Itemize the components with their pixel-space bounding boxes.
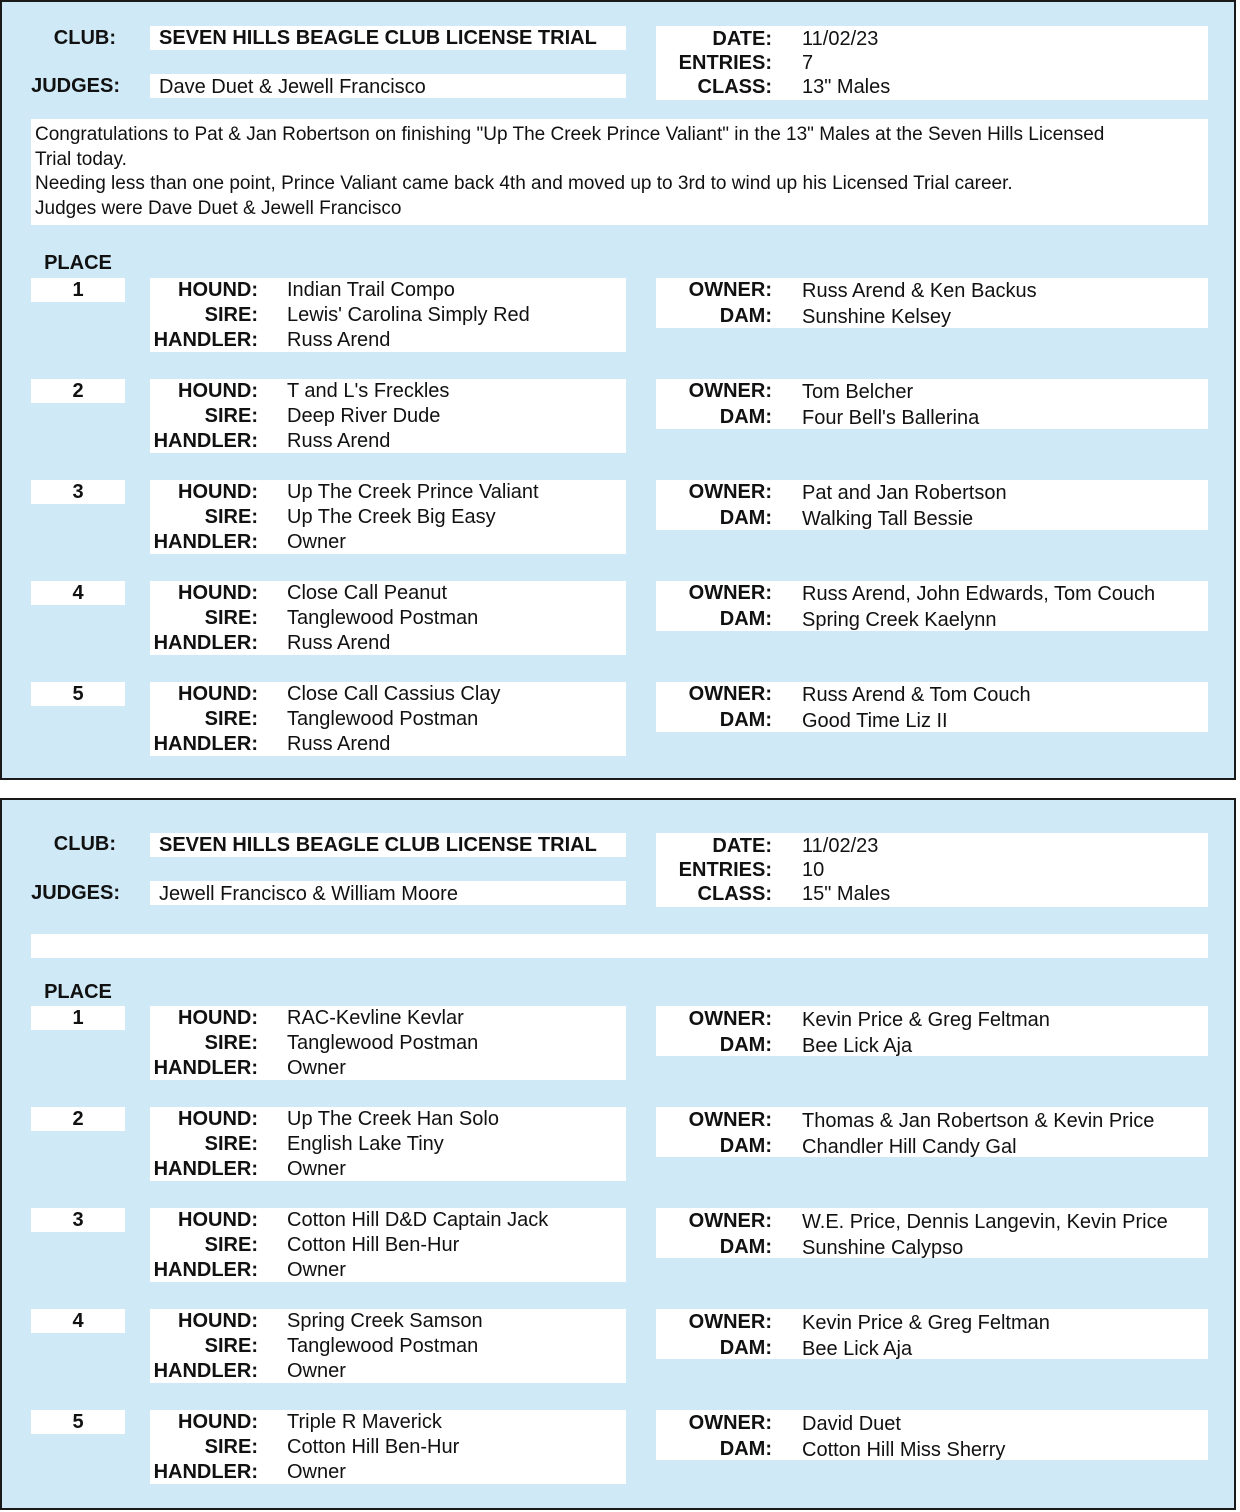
dam-name: Cotton Hill Miss Sherry [802,1439,1006,1461]
handler-name: Owner [287,1158,346,1180]
class-label: CLASS: [697,76,772,98]
hound-label: HOUND: [178,1310,258,1332]
hound-name: Up The Creek Prince Valiant [287,481,539,503]
sire-name: Tanglewood Postman [287,1335,479,1357]
dam-label: DAM: [719,406,772,428]
owner-name: Kevin Price & Greg Feltman [802,1312,1050,1334]
club-name: SEVEN HILLS BEAGLE CLUB LICENSE TRIAL [159,27,597,49]
hound-label: HOUND: [178,481,258,503]
owner-label: OWNER: [688,1210,772,1232]
hound-name: Spring Creek Samson [287,1310,483,1332]
sire-name: Cotton Hill Ben-Hur [287,1234,460,1256]
place-number: 2 [72,380,84,402]
judges-label: JUDGES: [31,882,120,904]
hound-label: HOUND: [178,279,258,301]
place-header: PLACE [44,252,112,274]
hound-label: HOUND: [178,1007,258,1029]
entries-value: 10 [802,859,825,881]
sire-label: SIRE: [204,607,258,629]
owner-label: OWNER: [688,1311,772,1333]
owner-name: Kevin Price & Greg Feltman [802,1009,1050,1031]
trial-results-panel-2 [0,798,1236,1510]
handler-name: Russ Arend [287,430,391,452]
club-name: SEVEN HILLS BEAGLE CLUB LICENSE TRIAL [159,834,597,856]
notes-line-4: Judges were Dave Duet & Jewell Francisco [35,197,402,219]
notes-box [31,934,1208,958]
owner-label: OWNER: [688,1412,772,1434]
place-number: 5 [72,1411,84,1433]
dam-name: Walking Tall Bessie [802,508,974,530]
dam-label: DAM: [719,1438,772,1460]
dam-label: DAM: [719,709,772,731]
place-number: 5 [72,683,84,705]
entries-value: 7 [802,52,814,74]
hound-name: Triple R Maverick [287,1411,442,1433]
hound-name: Close Call Cassius Clay [287,683,501,705]
handler-label: HANDLER: [153,1158,258,1180]
sire-label: SIRE: [204,1234,258,1256]
hound-label: HOUND: [178,1411,258,1433]
sire-name: Cotton Hill Ben-Hur [287,1436,460,1458]
owner-name: Russ Arend & Tom Couch [802,684,1031,706]
dam-name: Spring Creek Kaelynn [802,609,997,631]
dam-label: DAM: [719,507,772,529]
handler-name: Owner [287,1461,346,1483]
owner-name: Russ Arend & Ken Backus [802,280,1037,302]
date-label: DATE: [712,28,772,50]
handler-label: HANDLER: [153,430,258,452]
sire-label: SIRE: [204,1133,258,1155]
hound-name: Indian Trail Compo [287,279,455,301]
owner-name: Russ Arend, John Edwards, Tom Couch [802,583,1156,605]
sire-name: Up The Creek Big Easy [287,506,496,528]
place-number: 1 [72,1007,84,1029]
class-value: 13" Males [802,76,891,98]
dam-label: DAM: [719,305,772,327]
hound-name: RAC-Kevline Kevlar [287,1007,464,1029]
dam-label: DAM: [719,1135,772,1157]
date-value: 11/02/23 [802,28,879,50]
dam-label: DAM: [719,1337,772,1359]
owner-label: OWNER: [688,279,772,301]
handler-name: Owner [287,1360,346,1382]
hound-label: HOUND: [178,683,258,705]
judges-value: Dave Duet & Jewell Francisco [159,76,426,98]
sire-label: SIRE: [204,1335,258,1357]
owner-name: Tom Belcher [802,381,914,403]
entries-label: ENTRIES: [678,52,772,74]
date-label: DATE: [712,835,772,857]
place-number: 4 [72,582,84,604]
hound-label: HOUND: [178,1108,258,1130]
sire-name: Tanglewood Postman [287,607,479,629]
sire-label: SIRE: [204,708,258,730]
sire-label: SIRE: [204,304,258,326]
handler-label: HANDLER: [153,733,258,755]
dam-label: DAM: [719,1236,772,1258]
handler-name: Owner [287,531,346,553]
place-number: 3 [72,481,84,503]
handler-name: Owner [287,1259,346,1281]
club-label: CLUB: [53,27,116,49]
dam-name: Bee Lick Aja [802,1338,913,1360]
hound-name: Up The Creek Han Solo [287,1108,499,1130]
owner-label: OWNER: [688,1109,772,1131]
hound-label: HOUND: [178,1209,258,1231]
hound-name: Cotton Hill D&D Captain Jack [287,1209,549,1231]
sire-label: SIRE: [204,1032,258,1054]
notes-line-2: Trial today. [35,148,127,170]
sire-name: Lewis' Carolina Simply Red [287,304,530,326]
owner-label: OWNER: [688,380,772,402]
class-label: CLASS: [697,883,772,905]
hound-label: HOUND: [178,380,258,402]
club-label: CLUB: [53,833,116,855]
place-number: 3 [72,1209,84,1231]
sire-name: Tanglewood Postman [287,1032,479,1054]
owner-name: Pat and Jan Robertson [802,482,1007,504]
handler-name: Russ Arend [287,329,391,351]
handler-label: HANDLER: [153,1461,258,1483]
sire-label: SIRE: [204,1436,258,1458]
dam-name: Sunshine Calypso [802,1237,964,1259]
judges-value: Jewell Francisco & William Moore [159,883,458,905]
sire-name: English Lake Tiny [287,1133,444,1155]
place-header: PLACE [44,981,112,1003]
owner-label: OWNER: [688,683,772,705]
hound-label: HOUND: [178,582,258,604]
dam-name: Good Time Liz II [802,710,948,732]
dam-name: Sunshine Kelsey [802,306,951,328]
entries-label: ENTRIES: [678,859,772,881]
dam-name: Four Bell's Ballerina [802,407,980,429]
handler-name: Russ Arend [287,733,391,755]
hound-name: Close Call Peanut [287,582,448,604]
notes-line-3: Needing less than one point, Prince Valiant came back 4th and moved up to 3rd to wind up his Licensed Trial career. [35,173,1013,194]
sire-label: SIRE: [204,405,258,427]
dam-label: DAM: [719,1034,772,1056]
owner-label: OWNER: [688,582,772,604]
dam-label: DAM: [719,608,772,630]
class-value: 15" Males [802,883,891,905]
handler-name: Owner [287,1057,346,1079]
handler-label: HANDLER: [153,1360,258,1382]
owner-label: OWNER: [688,1008,772,1030]
sire-name: Tanglewood Postman [287,708,479,730]
place-number: 2 [72,1108,84,1130]
dam-name: Bee Lick Aja [802,1035,913,1057]
owner-label: OWNER: [688,481,772,503]
handler-label: HANDLER: [153,632,258,654]
notes-line-1: Congratulations to Pat & Jan Robertson on finishing "Up The Creek Prince Valiant" in the 13" Males at the Seven Hills Licensed [35,124,1105,145]
owner-name: W.E. Price, Dennis Langevin, Kevin Price [802,1211,1168,1233]
date-value: 11/02/23 [802,835,879,857]
handler-name: Russ Arend [287,632,391,654]
hound-name: T and L's Freckles [287,380,450,402]
sire-name: Deep River Dude [287,405,441,427]
handler-label: HANDLER: [153,1057,258,1079]
handler-label: HANDLER: [153,531,258,553]
owner-name: Thomas & Jan Robertson & Kevin Price [802,1110,1155,1132]
place-number: 4 [72,1310,84,1332]
handler-label: HANDLER: [153,329,258,351]
dam-name: Chandler Hill Candy Gal [802,1136,1017,1158]
judges-label: JUDGES: [31,75,120,97]
sire-label: SIRE: [204,506,258,528]
handler-label: HANDLER: [153,1259,258,1281]
place-number: 1 [72,279,84,301]
owner-name: David Duet [802,1413,901,1435]
